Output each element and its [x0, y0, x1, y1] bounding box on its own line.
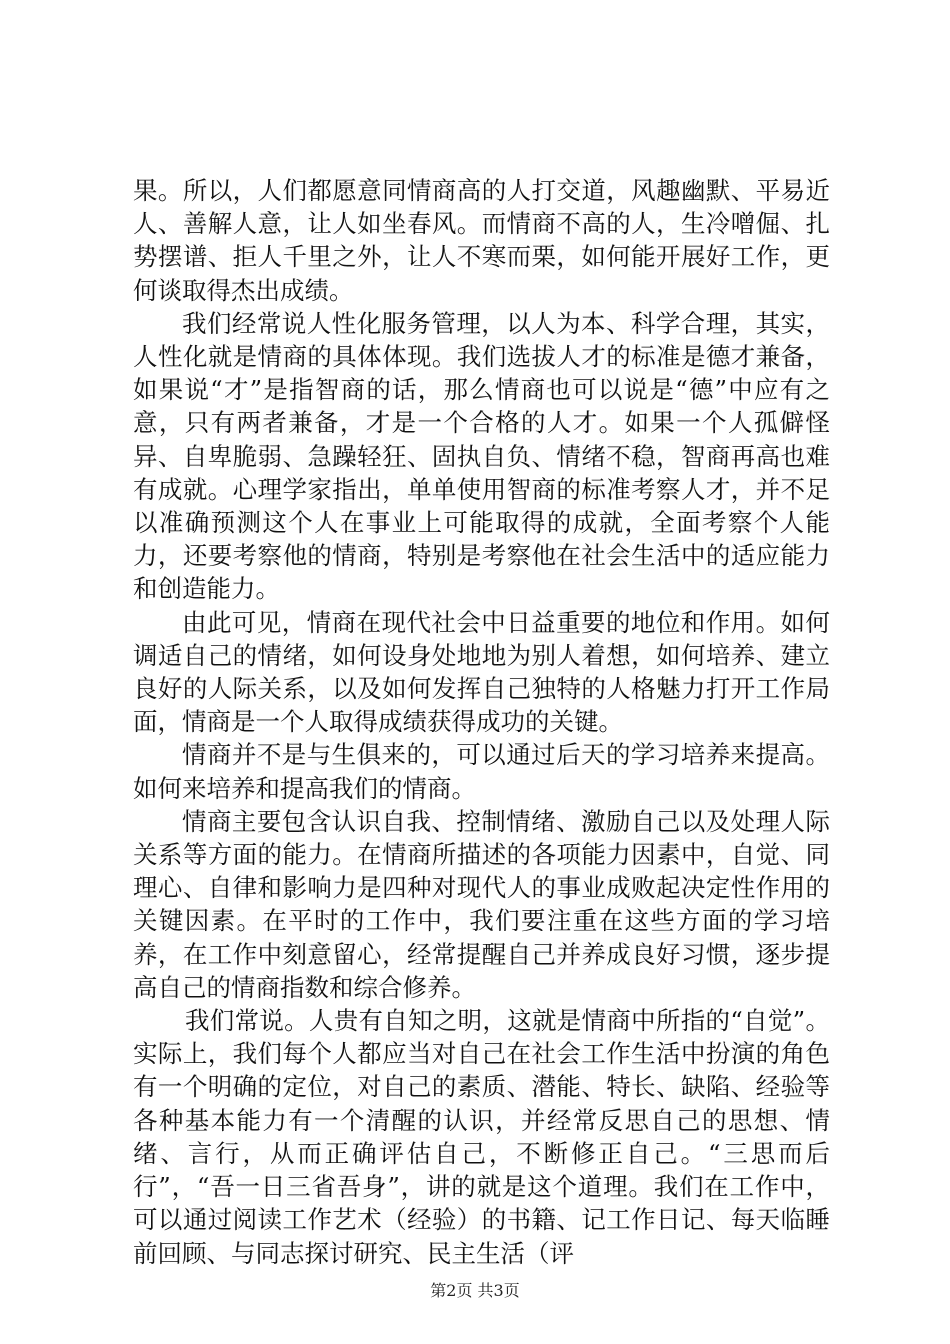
paragraph-6: 我们常说。人贵有自知之明，这就是情商中所指的“自觉”。实际上，我们每个人都应当对自己在社会工作生活中扮演的角色有一个明确的定位，对自己的素质、潜能、特长、缺陷、经验等各种基本能力有一个清醒的认识，并经常反思自己的思想、情绪、言行，从而正确评估自己，不断修正自己。“三思而后行”，“吾一日三省吾身”，讲的就是这个道理。我们在工作中，可以通过阅读工作艺术（经验）的书籍、记工作日记、每天临睡前回顾、与同志探讨研究、民主生活（评: [133, 1006, 830, 1268]
paragraph-5: 情商主要包含认识自我、控制情绪、激励自己以及处理人际关系等方面的能力。在情商所描述的各项能力因素中，自觉、同理心、自律和影响力是四种对现代人的事业成败起决定性作用的关键因素。在平时的工作中，我们要注重在这些方面的学习培养，在工作中刻意留心，经常提醒自己并养成良好习惯，逐步提高自己的情商指数和综合修养。: [133, 806, 830, 1002]
paragraph-4: 情商并不是与生俱来的，可以通过后天的学习培养来提高。如何来培养和提高我们的情商。: [133, 740, 830, 803]
body-text: [133, 174, 830, 1270]
page-footer: 第2页 共3页: [430, 1281, 520, 1300]
paragraph-1: 果。所以，人们都愿意同情商高的人打交道，风趣幽默、平易近人、善解人意，让人如坐春风。而情商不高的人，生冷噌倔、扎势摆谱、拒人千里之外，让人不寒而栗，如何能开展好工作，更何谈取得杰出成绩。: [133, 176, 830, 305]
paragraph-3: 由此可见，情商在现代社会中日益重要的地位和作用。如何调适自己的情绪，如何设身处地地为别人着想，如何培养、建立良好的人际关系，以及如何发挥自己独特的人格魅力打开工作局面，情商是一个人取得成绩获得成功的关键。: [133, 607, 830, 737]
paragraph-2: 我们经常说人性化服务管理，以人为本、科学合理，其实，人性化就是情商的具体体现。我们选拔人才的标准是德才兼备，如果说“才”是指智商的话，那么情商也可以说是“德”中应有之意，只有两者兼备，才是一个合格的人才。如果一个人孤僻怪异、自卑脆弱、急躁轻狂、固执自负、情绪不稳，智商再高也难有成就。心理学家指出，单单使用智商的标准考察人才，并不足以准确预测这个人在事业上可能取得的成就，全面考察个人能力，还要考察他的情商，特别是考察他在社会生活中的适应能力和创造能力。: [133, 308, 830, 604]
